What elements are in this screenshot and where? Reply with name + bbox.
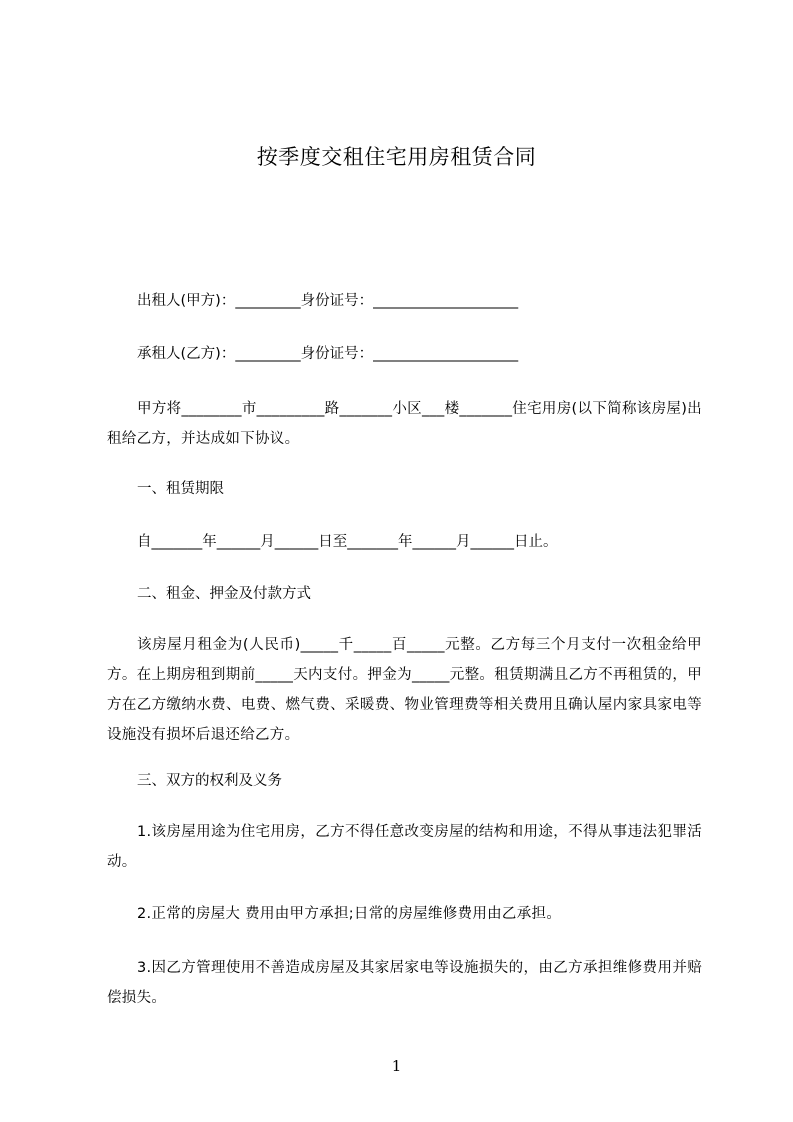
- clause-2: 2.正常的房屋大 费用由甲方承担;日常的房屋维修费用由乙承担。: [137, 906, 562, 922]
- document-title: 按季度交租住宅用房租赁合同: [256, 145, 537, 169]
- term-line: 自_______年______月______日至_______年______月______日止。: [137, 534, 558, 550]
- page-number: 1: [391, 1057, 402, 1075]
- section-heading-rights: 三、双方的权利及义务: [137, 773, 282, 789]
- lessee-line: 承租人(乙方)：_________身份证号：____________________: [137, 346, 519, 362]
- rent-paragraph: 该房屋月租金为(人民币)_____千_____百_____元整。乙方每三个月支付一次租金给甲方。在上期房租到期前_____天内支付。押金为_____元整。租赁期满且乙方不再租赁的，甲方在乙方缴纳水费、电费、燃气费、采暖费、物业管理费等相关费用且确认屋内家具家电等设施没有损坏后退还给乙方。: [107, 637, 702, 743]
- intro-paragraph: 甲方将________市_________路_______小区___楼_______住宅用房(以下简称该房屋)出租给乙方，并达成如下协议。: [107, 401, 702, 447]
- clause-1: 1.该房屋用途为住宅用房，乙方不得任意改变房屋的结构和用途，不得从事违法犯罪活动。: [107, 824, 702, 870]
- lessor-line: 出租人(甲方)：_________身份证号：____________________: [137, 293, 519, 309]
- section-heading-rent: 二、租金、押金及付款方式: [137, 586, 311, 602]
- clause-3: 3.因乙方管理使用不善造成房屋及其家居家电等设施损失的，由乙方承担维修费用并赔偿损失。: [107, 960, 702, 1006]
- section-heading-term: 一、租赁期限: [137, 481, 224, 497]
